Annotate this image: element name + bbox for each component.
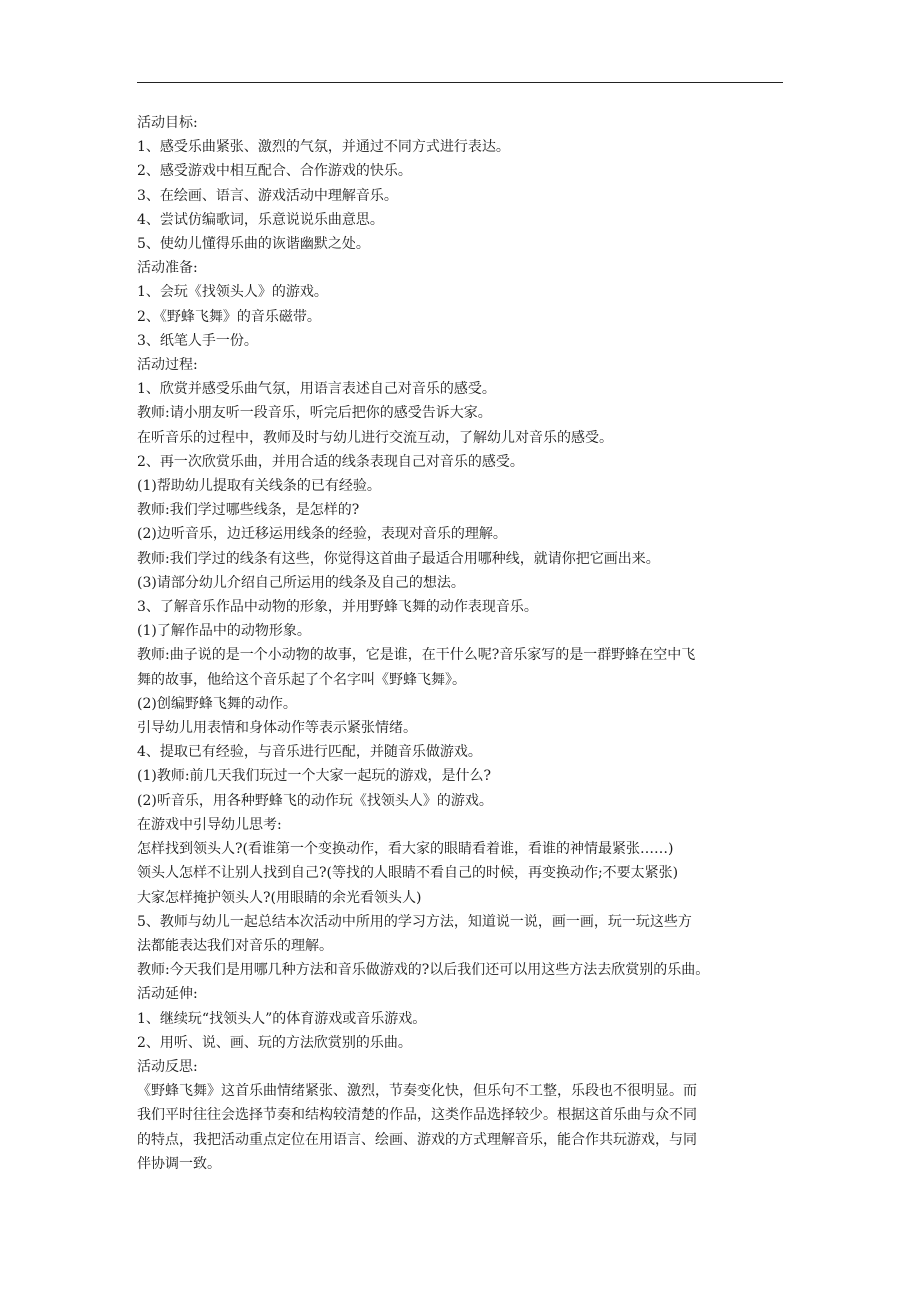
- document-body: [137, 111, 787, 1176]
- process-line: (3)请部分幼儿介绍自己所运用的线条及自己的想法。: [137, 574, 465, 591]
- process-line: 舞的故事，他给这个音乐起了个名字叫《野蜂飞舞》。: [137, 671, 466, 688]
- process-line: 1、欣赏并感受乐曲气氛，用语言表述自己对音乐的感受。: [137, 381, 496, 398]
- process-line: (1)了解作品中的动物形象。: [137, 623, 311, 640]
- process-line: 怎样找到领头人?(看谁第一个变换动作，看大家的眼睛看着谁，看谁的神情最紧张……): [137, 841, 674, 858]
- header-rule: [137, 82, 783, 83]
- reflection-line: 的特点，我把活动重点定位在用语言、绘画、游戏的方式理解音乐，能合作共玩游戏，与同: [137, 1131, 697, 1148]
- process-line: (2)听音乐，用各种野蜂飞的动作玩《找领头人》的游戏。: [137, 792, 493, 809]
- section-heading-process: 活动过程:: [137, 357, 198, 374]
- goal-item: 4、尝试仿编歌词，乐意说说乐曲意思。: [137, 211, 384, 228]
- process-line: 教师:曲子说的是一个小动物的故事，它是谁，在干什么呢?音乐家写的是一群野蜂在空中飞: [137, 647, 696, 664]
- section-heading-extension: 活动延伸:: [137, 986, 198, 1003]
- section-heading-reflection: 活动反思:: [137, 1058, 198, 1075]
- preparation-item: 3、纸笔人手一份。: [137, 332, 258, 349]
- process-line: 在听音乐的过程中，教师及时与幼儿进行交流互动，了解幼儿对音乐的感受。: [137, 429, 613, 446]
- process-line: 3、了解音乐作品中动物的形象，并用野蜂飞舞的动作表现音乐。: [137, 599, 538, 616]
- process-line: 教师:我们学过哪些线条，是怎样的?: [137, 502, 360, 519]
- process-line: 大家怎样掩护领头人?(用眼睛的余光看领头人): [137, 889, 422, 906]
- process-line: 法都能表达我们对音乐的理解。: [137, 937, 333, 954]
- section-heading-goals: 活动目标:: [137, 115, 198, 131]
- preparation-item: 1、会玩《找领头人》的游戏。: [137, 284, 328, 301]
- preparation-item: 2、《野蜂飞舞》的音乐磁带。: [137, 308, 321, 325]
- process-line: 领头人怎样不让别人找到自己?(等找的人眼睛不看自己的时候，再变换动作;不要太紧张): [137, 865, 679, 882]
- reflection-line: 伴协调一致。: [137, 1155, 221, 1172]
- goal-item: 2、感受游戏中相互配合、合作游戏的快乐。: [137, 163, 412, 180]
- process-line: (2)创编野蜂飞舞的动作。: [137, 695, 297, 712]
- process-line: (1)教师:前几天我们玩过一个大家一起玩的游戏，是什么?: [137, 768, 492, 785]
- extension-item: 1、继续玩“找领头人”的体育游戏或音乐游戏。: [137, 1010, 427, 1027]
- process-line: (1)帮助幼儿提取有关线条的已有经验。: [137, 478, 381, 495]
- process-line: (2)边听音乐，边迁移运用线条的经验，表现对音乐的理解。: [137, 526, 507, 543]
- process-line: 5、教师与幼儿一起总结本次活动中所用的学习方法，知道说一说，画一画，玩一玩这些方: [137, 913, 692, 930]
- extension-item: 2、用听、说、画、玩的方法欣赏别的乐曲。: [137, 1034, 412, 1051]
- process-line: 教师:今天我们是用哪几种方法和音乐做游戏的?以后我们还可以用这些方法去欣赏别的乐曲。: [137, 962, 710, 979]
- goal-item: 5、使幼儿懂得乐曲的诙谐幽默之处。: [137, 236, 370, 253]
- reflection-line: 我们平时往往会选择节奏和结构较清楚的作品，这类作品选择较少。根据这首乐曲与众不同: [137, 1107, 697, 1124]
- goal-item: 3、在绘画、语言、游戏活动中理解音乐。: [137, 187, 398, 204]
- process-line: 2、再一次欣赏乐曲，并用合适的线条表现自己对音乐的感受。: [137, 453, 524, 470]
- goal-item: 1、感受乐曲紧张、激烈的气氛，并通过不同方式进行表达。: [137, 139, 510, 156]
- process-line: 4、提取已有经验，与音乐进行匹配，并随音乐做游戏。: [137, 744, 482, 761]
- section-heading-preparation: 活动准备:: [137, 260, 198, 277]
- reflection-line: 《野蜂飞舞》这首乐曲情绪紧张、激烈，节奏变化快，但乐句不工整，乐段也不很明显。而: [137, 1083, 697, 1100]
- process-line: 教师:我们学过的线条有这些，你觉得这首曲子最适合用哪种线，就请你把它画出来。: [137, 550, 660, 567]
- process-line: 在游戏中引导幼儿思考:: [137, 816, 282, 833]
- process-line: 教师:请小朋友听一段音乐，听完后把你的感受告诉大家。: [137, 405, 492, 422]
- process-line: 引导幼儿用表情和身体动作等表示紧张情绪。: [137, 720, 417, 737]
